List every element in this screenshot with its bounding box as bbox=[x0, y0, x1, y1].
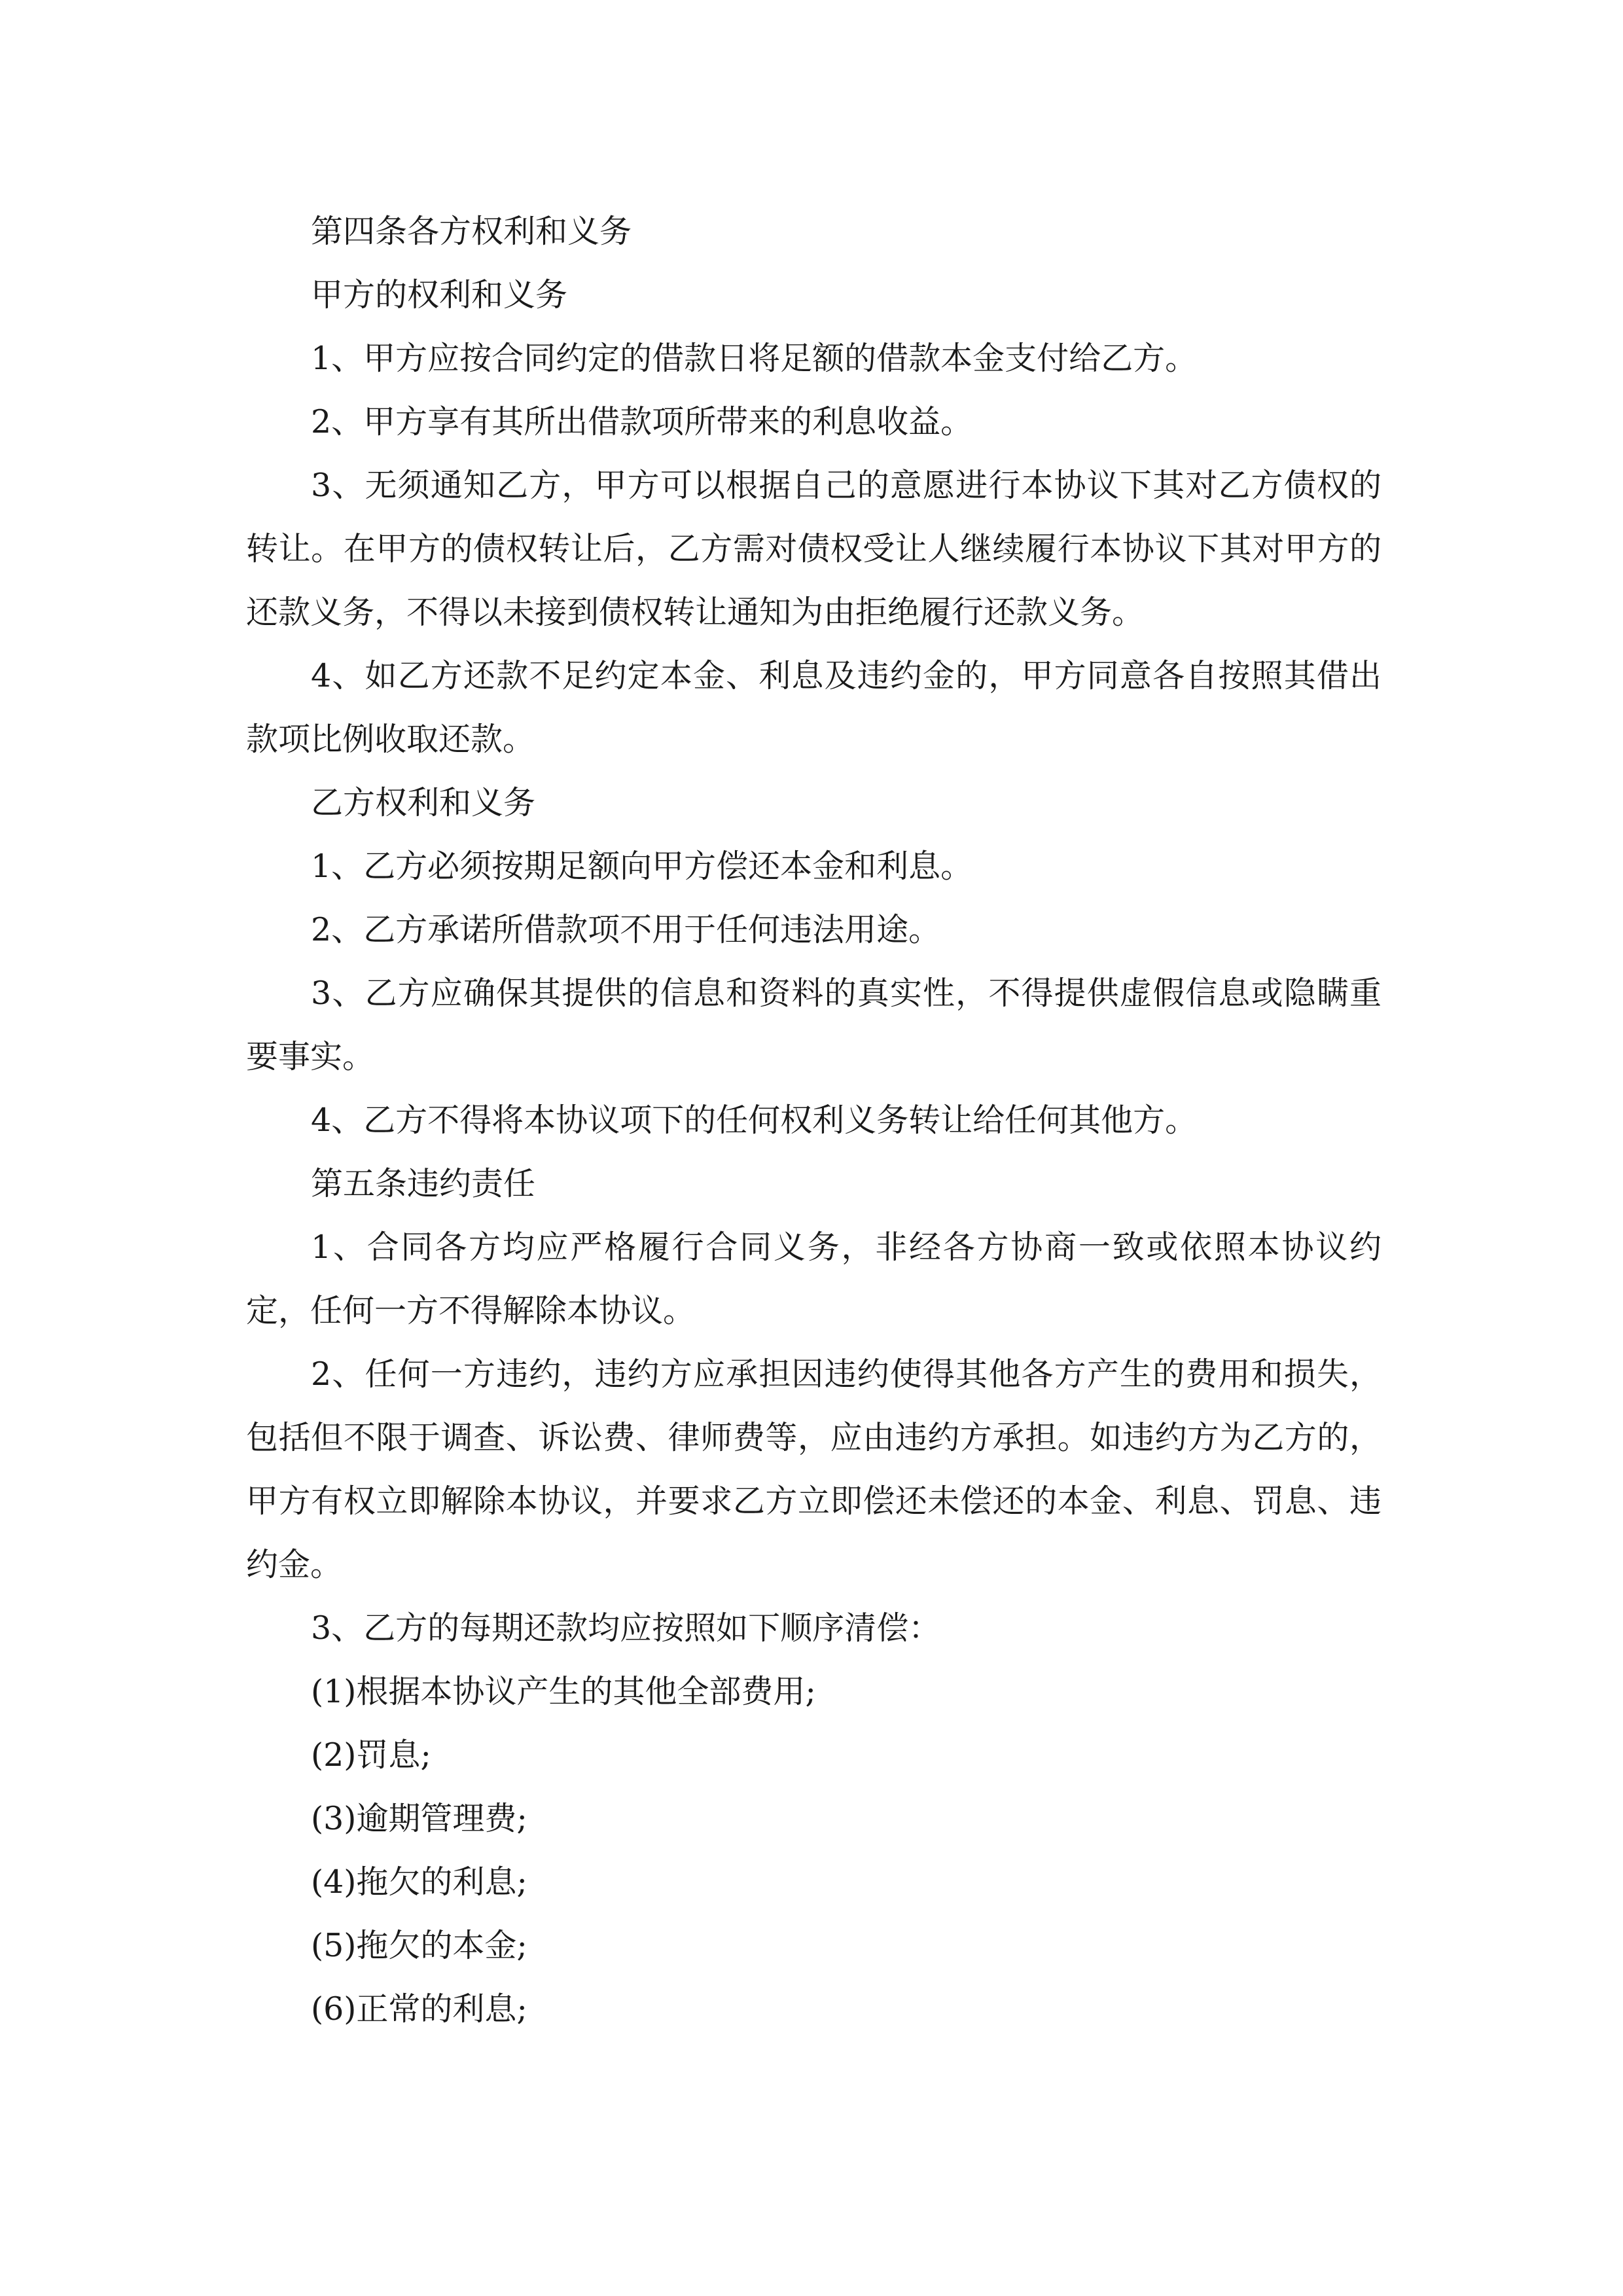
section-heading-article-4: 第四条各方权利和义务 bbox=[311, 213, 632, 250]
clause-paragraph: 4、乙方不得将本协议项下的任何权利义务转让给任何其他方。 bbox=[311, 1102, 1198, 1139]
list-item: (4)拖欠的利息; bbox=[311, 1863, 527, 1901]
list-item: (2)罚息; bbox=[311, 1736, 431, 1774]
clause-paragraph: 3、乙方应确保其提供的信息和资料的真实性，不得提供虚假信息或隐瞒重要事实。 bbox=[246, 975, 1382, 1075]
subheading-party-a: 甲方的权利和义务 bbox=[311, 276, 568, 314]
list-item: (5)拖欠的本金; bbox=[311, 1927, 527, 1964]
clause-paragraph: 4、如乙方还款不足约定本金、利息及违约金的，甲方同意各自按照其借出款项比例收取还款。 bbox=[246, 657, 1382, 758]
clause-paragraph: 1、甲方应按合同约定的借款日将足额的借款本金支付给乙方。 bbox=[311, 340, 1198, 377]
clause-paragraph: 2、任何一方违约，违约方应承担因违约使得其他各方产生的费用和损失，包括但不限于调查、诉讼费、律师费等，应由违约方承担。如违约方为乙方的，甲方有权立即解除本协议，并要求乙方立即偿还未偿还的本金、利息、罚息、违约金。 bbox=[246, 1355, 1382, 1583]
document-body bbox=[246, 200, 1382, 2041]
subheading-party-b: 乙方权利和义务 bbox=[311, 784, 536, 821]
section-heading-article-5: 第五条违约责任 bbox=[311, 1165, 536, 1202]
clause-paragraph: 1、乙方必须按期足额向甲方偿还本金和利息。 bbox=[311, 848, 973, 885]
clause-paragraph: 1、合同各方均应严格履行合同义务，非经各方协商一致或依照本协议约定，任何一方不得解除本协议。 bbox=[246, 1229, 1382, 1329]
clause-paragraph: 3、乙方的每期还款均应按照如下顺序清偿： bbox=[311, 1609, 941, 1647]
list-item: (6)正常的利息; bbox=[311, 1990, 527, 2028]
list-item: (3)逾期管理费; bbox=[311, 1800, 527, 1837]
clause-paragraph: 2、甲方享有其所出借款项所带来的利息收益。 bbox=[311, 403, 973, 440]
list-item: (1)根据本协议产生的其他全部费用; bbox=[311, 1673, 816, 1710]
clause-paragraph: 2、乙方承诺所借款项不用于任何违法用途。 bbox=[311, 911, 941, 948]
clause-paragraph: 3、无须通知乙方，甲方可以根据自己的意愿进行本协议下其对乙方债权的转让。在甲方的债权转让后，乙方需对债权受让人继续履行本协议下其对甲方的还款义务，不得以未接到债权转让通知为由拒绝履行还款义务。 bbox=[246, 467, 1382, 631]
